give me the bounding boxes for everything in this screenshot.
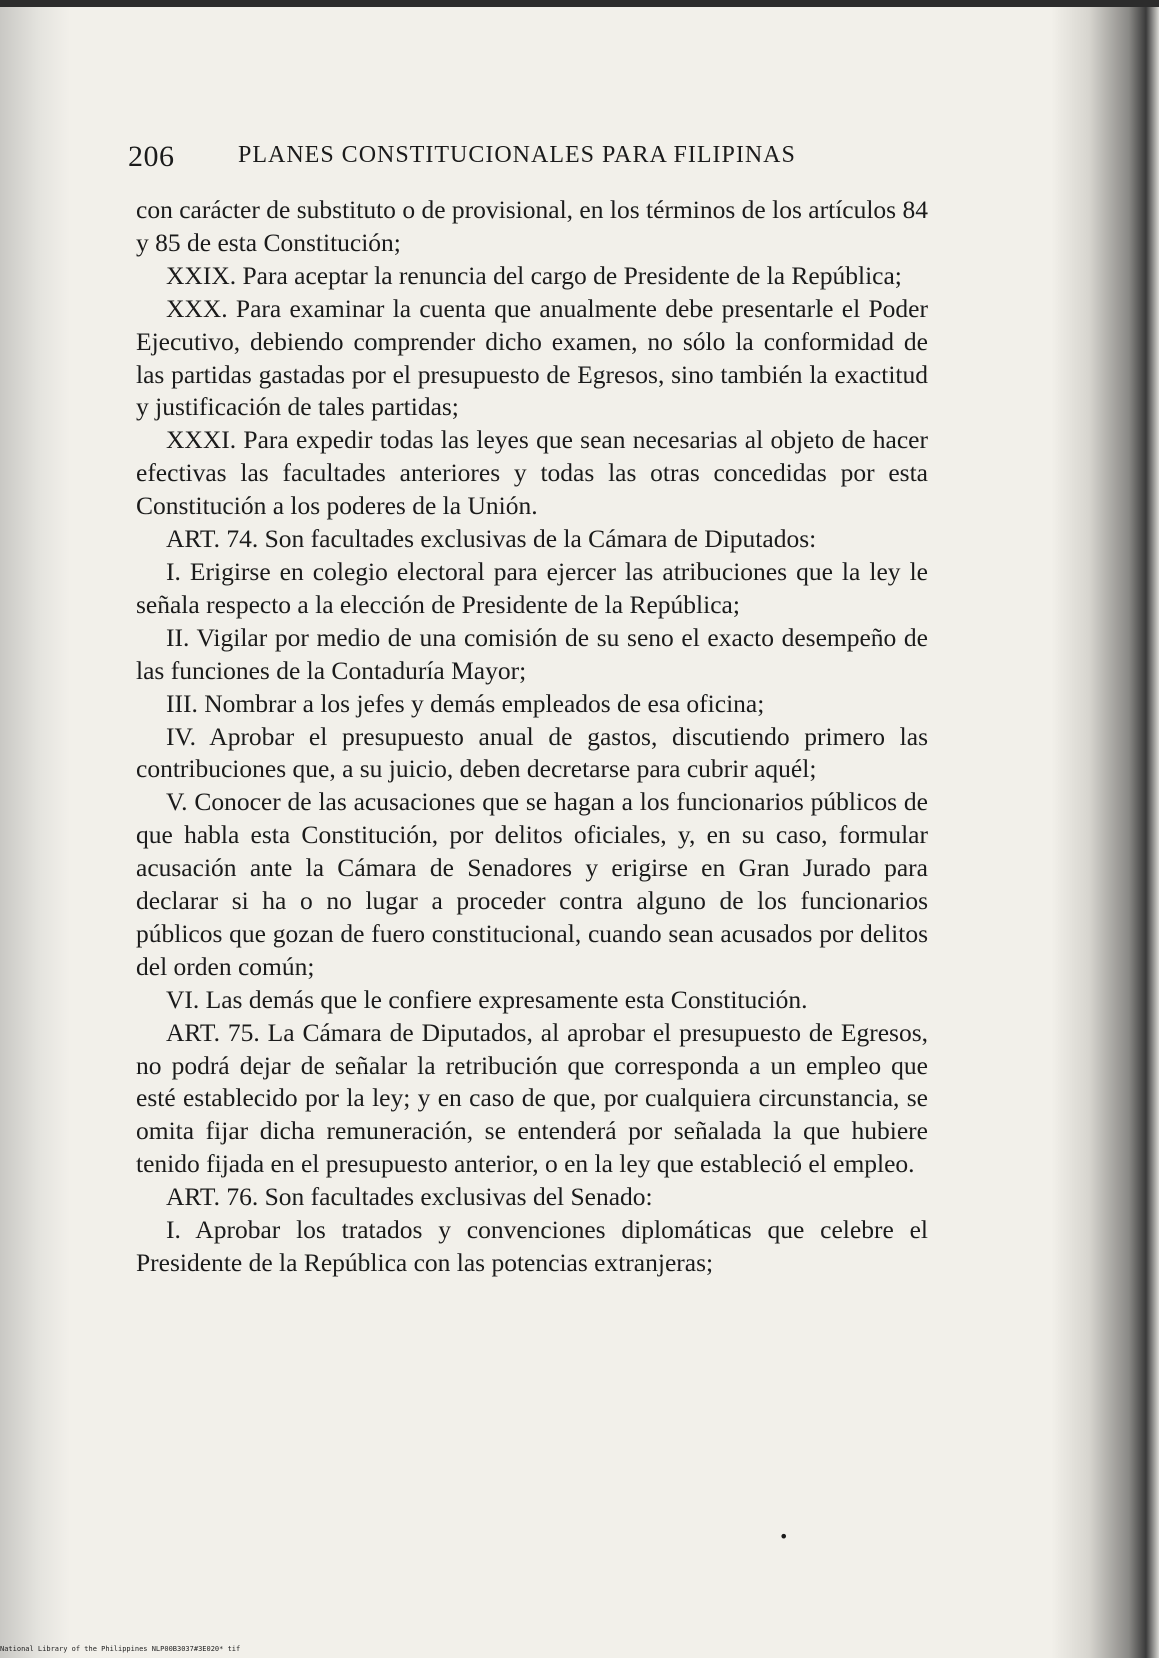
paragraph-art-74: ART. 74. Son facultades exclusivas de la Cámara de Diputados:	[166, 524, 817, 554]
running-title: PLANES CONSTITUCIONALES PARA FILIPINAS	[238, 142, 796, 168]
paragraph-art-76: ART. 76. Son facultades exclusivas del Senado:	[166, 1182, 653, 1212]
scan-edge-right	[1051, 0, 1159, 1658]
paragraph-art-74-ii: II. Vigilar por medio de una comisión de su seno el exacto desempeño de las funciones de la Contaduría Mayor;	[136, 622, 928, 685]
page-body	[136, 194, 928, 1280]
paragraph-art-74-i: I. Erigirse en colegio electoral para ejercer las atribuciones que la ley le señala respecto a la elección de Presidente de la República;	[136, 556, 928, 619]
scan-credit: National Library of the Philippines NLP00B3037#3E020* tif	[0, 1645, 241, 1653]
paragraph-xxx: XXX. Para examinar la cuenta que anualmente debe presentarle el Poder Ejecutivo, debiendo comprender dicho examen, no sólo la conformidad de las partidas gastadas por el presupuesto de Egresos, sino también la exactitud y justificación de tales partidas;	[136, 293, 928, 422]
book-page	[128, 0, 928, 1620]
page-number: 206	[128, 140, 175, 173]
paragraph-art-74-v: V. Conocer de las acusaciones que se hagan a los funcionarios públicos de que habla esta Constitución, por delitos oficiales, y, en su caso, formular acusación ante la Cámara de Senadores y erigirse en Gran Jurado para declarar si ha o no lugar a proceder contra alguno de los funcionarios públicos que gozan de fuero constitucional, cuando sean acusados por delitos del orden común;	[136, 787, 928, 981]
paragraph-art-74-vi: VI. Las demás que le confiere expresamente esta Constitución.	[166, 984, 808, 1014]
ink-dot-icon: •	[779, 1527, 789, 1546]
paragraph-art-75: ART. 75. La Cámara de Diputados, al aprobar el presupuesto de Egresos, no podrá dejar de señalar la retribución que corresponda a un empleo que esté establecido por la ley; y en caso de que, por cualquiera circunstancia, se omita fijar dicha remuneración, se entenderá por señalada la que hubiere tenido fijada en el presupuesto anterior, o en la ley que estableció el empleo.	[136, 1017, 928, 1179]
paragraph-continuation: con carácter de substituto o de provisional, en los términos de los artículos 84 y 85 de esta Constitución;	[136, 195, 928, 257]
paragraph-xxix: XXIX. Para aceptar la renuncia del cargo de Presidente de la República;	[166, 260, 902, 290]
paragraph-art-74-iii: III. Nombrar a los jefes y demás empleados de esa oficina;	[166, 688, 765, 718]
paragraph-xxxi: XXXI. Para expedir todas las leyes que sean necesarias al objeto de hacer efectivas las facultades anteriores y todas las otras concedidas por esta Constitución a los poderes de la Unión.	[136, 425, 928, 521]
paragraph-art-74-iv: IV. Aprobar el presupuesto anual de gastos, discutiendo primero las contribuciones que, a su juicio, deben decretarse para cubrir aquél;	[136, 721, 928, 784]
scan-shadow-left	[0, 0, 70, 1658]
paragraph-art-76-i: I. Aprobar los tratados y convenciones diplomáticas que celebre el Presidente de la República con las potencias extranjeras;	[136, 1215, 928, 1277]
running-head	[128, 140, 928, 180]
